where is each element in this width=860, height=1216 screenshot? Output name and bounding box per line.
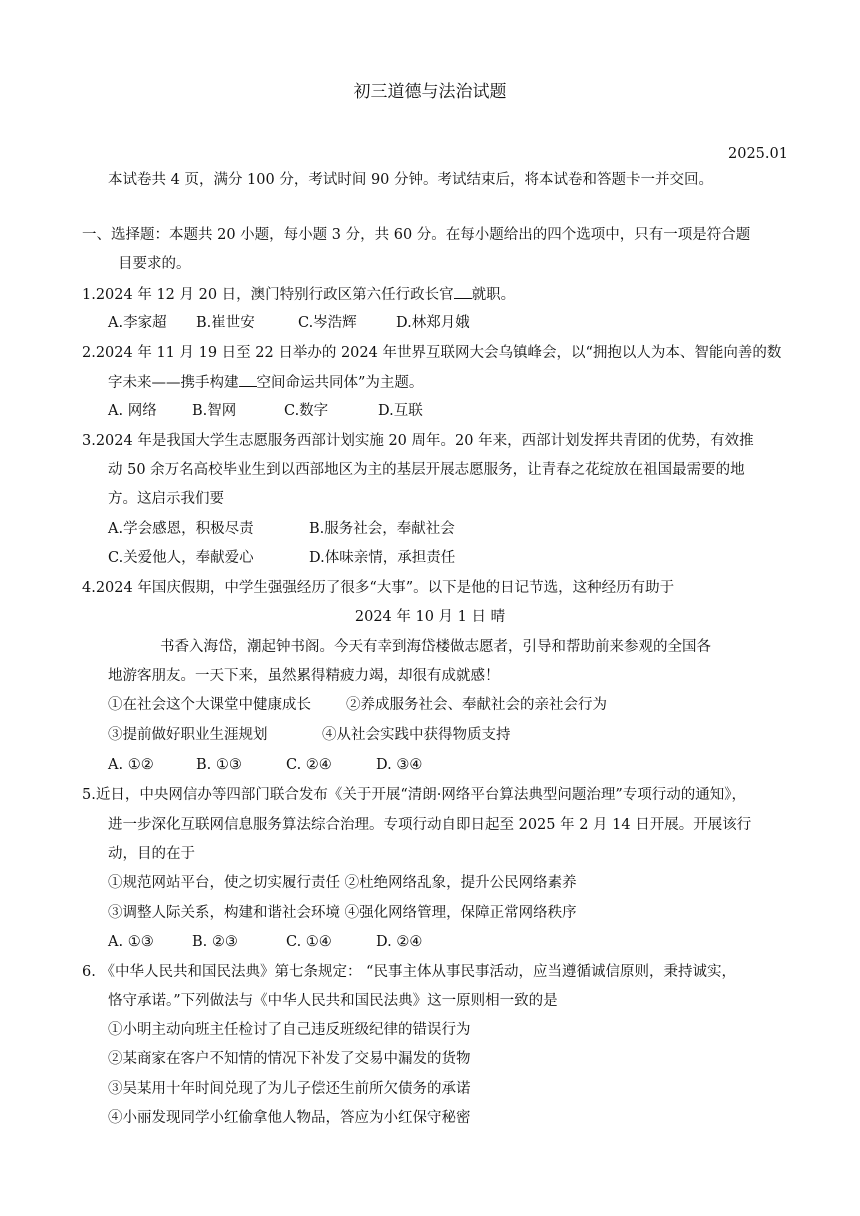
diary-line2: 地游客朋友。一天下来，虽然累得精疲力竭，却很有成就感！ [108, 668, 500, 684]
exam-date: 2025.01 [728, 146, 788, 162]
option-b: B. ①③ [196, 757, 242, 773]
statement-3: ③提前做好职业生涯规划 [108, 727, 268, 743]
question-1-stem [82, 284, 515, 305]
question-2-text: 字未来——携手构建 [108, 375, 239, 391]
statement-1: ①在社会这个大课堂中健康成长 [108, 697, 311, 713]
option-a: A. ①③ [108, 934, 154, 950]
answer-blank [454, 284, 472, 299]
option-d: D.体味亲情，承担责任 [309, 550, 456, 566]
option-c: C. ②④ [286, 757, 332, 773]
question-4-items-row2 [108, 725, 511, 745]
question-3-line3: 方。这启示我们要 [108, 491, 224, 507]
diary-line1: 书香入海岱，潮起钟书阁。今天有幸到海岱楼做志愿者，引导和帮助前来参观的全国各 [160, 639, 711, 655]
option-d: D.互联 [378, 403, 423, 419]
exam-instructions: 本试卷共 4 页，满分 100 分，考试时间 90 分钟。考试结束后，将本试卷和答题卡一并交回。 [108, 172, 714, 188]
question-5-line3: 动，目的在于 [108, 846, 195, 862]
question-4-options [108, 755, 422, 775]
question-2-line2 [108, 372, 423, 393]
question-4-items-row1 [108, 695, 607, 715]
question-3-line1: 3.2024 年是我国大学生志愿服务西部计划实施 20 周年。20 年来，西部计划发挥共青团的优势，有效推 [82, 433, 754, 449]
question-3-options-row2 [108, 548, 455, 568]
statement-4: ④小丽发现同学小红偷拿他人物品，答应为小红保守秘密 [108, 1110, 471, 1126]
option-d: D. ③④ [376, 757, 423, 773]
statement-4: ④从社会实践中获得物质支持 [322, 727, 511, 743]
answer-blank [239, 372, 257, 387]
option-b: B.服务社会，奉献社会 [309, 521, 455, 537]
question-5-items-row1: ①规范网站平台，使之切实履行责任 ②杜绝网络乱象，提升公民网络素养 [108, 875, 577, 891]
question-2-line1: 2.2024 年 11 月 19 日至 22 日举办的 2024 年世界互联网大会乌镇峰会，以“拥抱以人为本、智能向善的数 [82, 345, 782, 361]
diary-date: 2024 年 10 月 1 日 晴 [354, 609, 506, 625]
question-5-line2: 进一步深化互联网信息服务算法综合治理。专项行动自即日起至 2025 年 2 月 14 日开展。开展该行 [108, 817, 752, 833]
question-3-options-row1 [108, 519, 455, 539]
question-6-line2: 恪守承诺。”下列做法与《中华人民共和国民法典》这一原则相一致的是 [108, 993, 558, 1009]
question-1-text: 1.2024 年 12 月 20 日，澳门特别行政区第六任行政长官 [82, 287, 454, 303]
option-c: C.关爱他人，奉献爱心 [108, 550, 254, 566]
option-a: A. 网络 [108, 403, 157, 419]
option-a: A. ①② [108, 757, 154, 773]
option-a: A.李家超 [108, 315, 167, 331]
option-a: A.学会感恩，积极尽责 [108, 521, 254, 537]
option-d: D.林郑月娥 [396, 315, 470, 331]
section-heading: 一、选择题：本题共 20 小题，每小题 3 分，共 60 分。在每小题给出的四个选项中，只有一项是符合题 [82, 227, 751, 243]
option-c: C.岑浩辉 [298, 315, 357, 331]
page-title: 初三道德与法治试题 [353, 82, 507, 102]
question-4-line1: 4.2024 年国庆假期，中学生强强经历了很多“大事”。以下是他的日记节选，这种经历有助于 [82, 580, 675, 596]
question-2-text-end: 空间命运共同体”为主题。 [256, 375, 424, 391]
statement-2: ②养成服务社会、奉献社会的亲社会行为 [346, 697, 607, 713]
option-b: B.智网 [192, 403, 237, 419]
question-5-options [108, 932, 422, 952]
option-b: B. ②③ [192, 934, 238, 950]
question-5-line1: 5.近日，中央网信办等四部门联合发布《关于开展“清朗·网络平台算法典型问题治理”专项行动的通知》， [82, 787, 747, 803]
question-3-line2: 动 50 余万名高校毕业生到以西部地区为主的基层开展志愿服务，让青春之花绽放在祖国最需要的地 [108, 462, 745, 478]
option-d: D. ②④ [376, 934, 423, 950]
question-1-options [108, 313, 470, 333]
option-c: C. ①④ [286, 934, 332, 950]
option-c: C.数字 [284, 403, 329, 419]
statement-1: ①小明主动向班主任检讨了自己违反班级纪律的错误行为 [108, 1022, 471, 1038]
statement-2: ②某商家在客户不知情的情况下补发了交易中漏发的货物 [108, 1051, 471, 1067]
section-heading-cont: 目要求的。 [118, 256, 191, 272]
question-5-items-row2: ③调整人际关系，构建和谐社会环境 ④强化网络管理，保障正常网络秩序 [108, 905, 577, 921]
statement-3: ③吴某用十年时间兑现了为儿子偿还生前所欠债务的承诺 [108, 1081, 471, 1097]
option-b: B.崔世安 [196, 315, 255, 331]
question-2-options [108, 401, 423, 421]
question-6-line1: 6. 《中华人民共和国民法典》第七条规定： “民事主体从事民事活动，应当遵循诚信原则，秉持诚实， [82, 964, 736, 980]
question-1-text-end: 就职。 [471, 287, 516, 303]
